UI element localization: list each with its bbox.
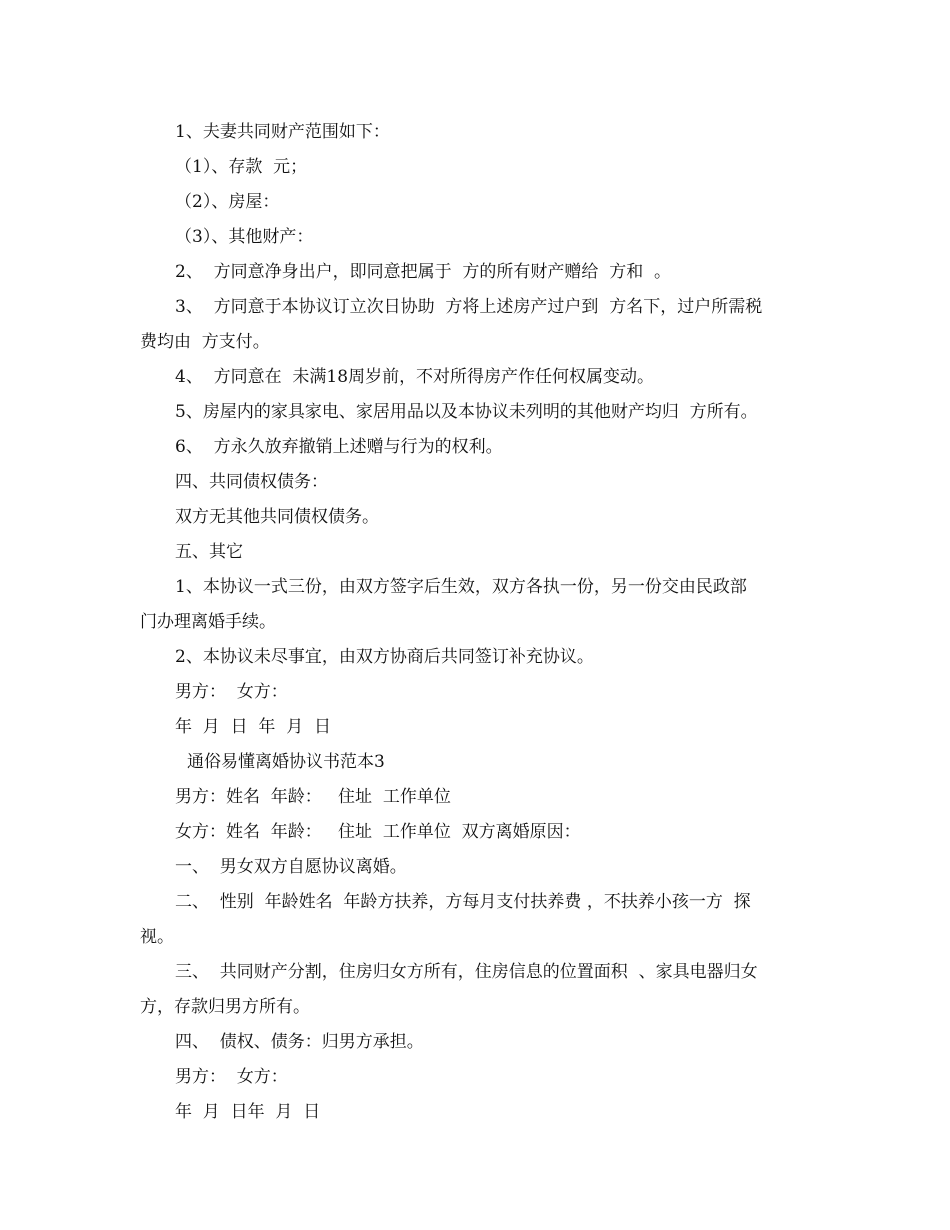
text-line: 6、 方永久放弃撤销上述赠与行为的权利。: [175, 437, 503, 457]
date-line: 年 月 日年 月 日: [175, 1102, 321, 1122]
text-line: 2、本协议未尽事宜，由双方协商后共同签订补充协议。: [175, 647, 594, 667]
text-line: 视。: [140, 927, 174, 947]
document-body: [140, 115, 816, 1130]
text-line: 三、 共同财产分割，住房归女方所有，住房信息的位置面积 、家具电器归女: [175, 962, 758, 982]
text-line: （2）、房屋：: [175, 192, 280, 212]
text-line: 一、 男女双方自愿协议离婚。: [175, 857, 407, 877]
section-heading: 五、其它: [175, 542, 243, 562]
signature-line: 男方： 女方：: [175, 1067, 288, 1087]
text-line: 二、 性别 年龄姓名 年龄方扶养，方每月支付扶养费 ，不扶养小孩一方 探: [175, 892, 751, 912]
text-line: 费均由 方支付。: [140, 332, 270, 352]
text-line: 5、房屋内的家具家电、家居用品以及本协议未列明的其他财产均归 方所有。: [175, 402, 758, 422]
signature-line: 男方： 女方：: [175, 682, 288, 702]
text-line: 4、 方同意在 未满18周岁前，不对所得房产作任何权属变动。: [175, 367, 655, 387]
section-heading: 四、共同债权债务：: [175, 472, 328, 492]
text-line: 双方无其他共同债权债务。: [175, 507, 379, 527]
text-line: 四、 债权、债务：归男方承担。: [175, 1032, 424, 1052]
text-line: 3、 方同意于本协议订立次日协助 方将上述房产过户到 方名下，过户所需税: [175, 297, 763, 317]
text-line: 女方：姓名 年龄： 住址 工作单位 双方离婚原因：: [175, 822, 581, 842]
text-line: 门办理离婚手续。: [140, 612, 276, 632]
text-line: （3）、其他财产：: [175, 227, 314, 247]
text-line: 男方：姓名 年龄： 住址 工作单位: [175, 787, 451, 807]
text-line: 1、本协议一式三份，由双方签字后生效，双方各执一份，另一份交由民政部: [175, 577, 747, 597]
document-title: 通俗易懂离婚协议书范本3: [187, 752, 385, 772]
date-line: 年 月 日 年 月 日: [175, 717, 332, 737]
text-line: 1、夫妻共同财产范围如下：: [175, 122, 390, 142]
text-line: （1）、存款 元；: [175, 157, 308, 177]
text-line: 方，存款归男方所有。: [140, 997, 310, 1017]
text-line: 2、 方同意净身出户，即同意把属于 方的所有财产赠给 方和 。: [175, 262, 672, 282]
